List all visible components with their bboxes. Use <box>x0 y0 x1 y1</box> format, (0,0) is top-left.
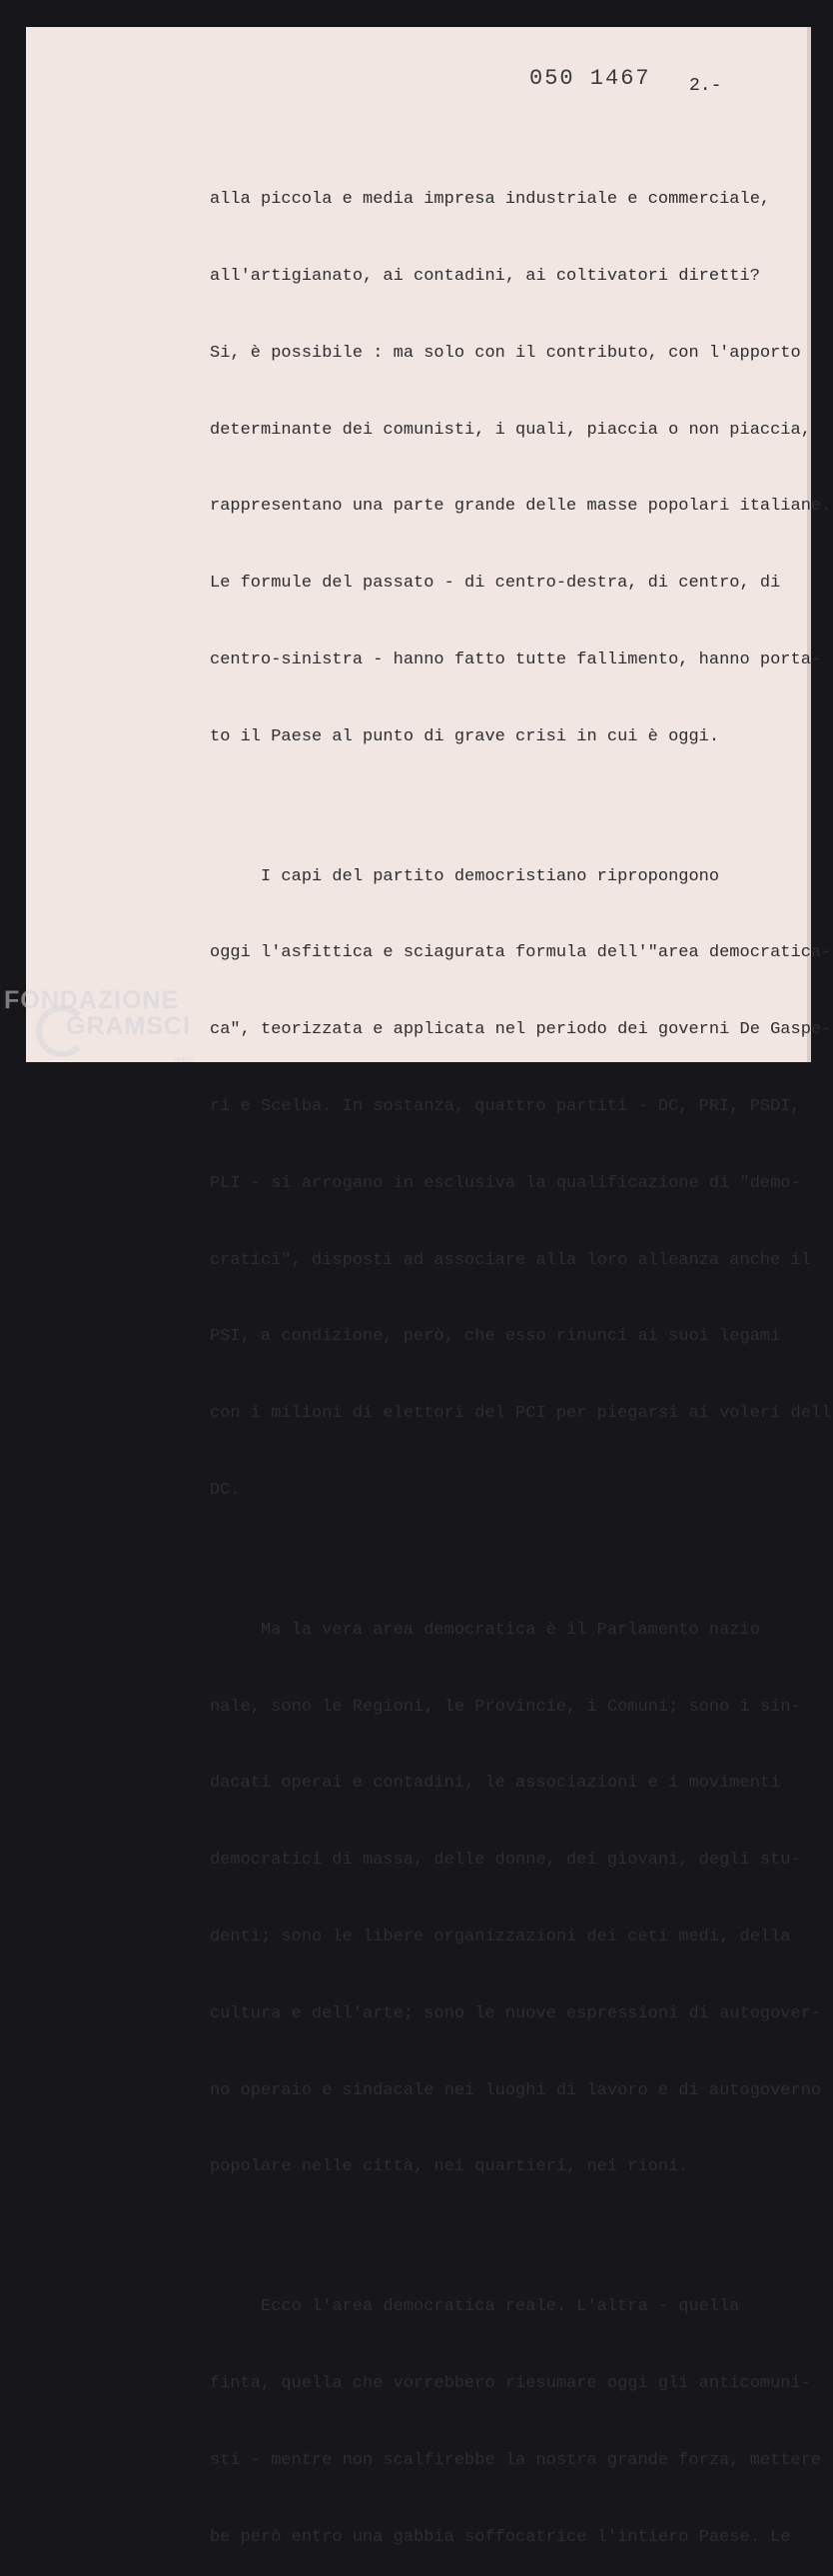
watermark-line-1: FONDAZIONE <box>4 986 180 1014</box>
paragraph-gap <box>210 800 809 812</box>
text-line: Ma la vera area democratica è il Parlamento nazio <box>210 1620 760 1640</box>
archive-code: 050 1467 <box>529 66 651 91</box>
text-line: PSI, a condizione, però, che esso rinunci ai suoi legami <box>210 1327 781 1347</box>
text-line: no operaio e sindacale nei luoghi di lavoro e di autogoverno <box>210 2080 822 2100</box>
text-line: PLI - si arrogano in esclusiva la qualificazione di "demo- <box>210 1173 801 1193</box>
text-line: popolare nelle città, nei quartieri, nei rioni. <box>210 2157 689 2177</box>
page-number: 2.- <box>689 76 722 96</box>
text-line: rappresentano una parte grande delle masse popolari italiane. <box>210 497 832 517</box>
watermark-g-icon <box>36 1005 88 1057</box>
text-line: finta, quella che vorrebbero riesumare oggi gli anticomuni- <box>210 2374 811 2394</box>
text-line: be però entro una gabbia soffocatrice l'intiero Paese. Le <box>210 2527 791 2547</box>
paragraph-gap <box>210 2231 809 2243</box>
text-line: determinante dei comunisti, i quali, piaccia o non piaccia, <box>210 420 811 440</box>
text-line: all'artigianato, ai contadini, ai coltivatori diretti? <box>210 266 760 286</box>
paragraph-gap <box>210 1555 809 1567</box>
typewritten-text <box>210 136 832 2576</box>
text-line: centro-sinistra - hanno fatto tutte fallimento, hanno porta- <box>210 649 822 669</box>
watermark-small-text: onlus <box>174 1055 194 1064</box>
text-line: ca", teorizzata e applicata nel periodo dei governi De Gaspe- <box>210 1020 832 1040</box>
text-line: sti - mentre non scalfirebbe la nostra grande forza, mettere <box>210 2450 822 2470</box>
text-line: Le formule del passato - di centro-destra, di centro, di <box>210 574 781 594</box>
text-line: con i milioni di elettori del PCI per piegarsi ai voleri dell <box>210 1404 832 1424</box>
fondazione-gramsci-watermark <box>4 986 194 1064</box>
text-line: Ecco l'area democratica reale. L'altra - quella <box>210 2297 740 2317</box>
text-line: alla piccola e media impresa industriale e commerciale, <box>210 190 771 210</box>
text-line: cultura e dell'arte; sono le nuove espressioni di autogover- <box>210 2003 822 2023</box>
text-line: denti; sono le libere organizzazioni dei ceti medi, della <box>210 1927 791 1946</box>
text-line: I capi del partito democristiano ripropongono <box>210 866 720 886</box>
text-line: cratici", disposti ad associare alla loro alleanza anche il <box>210 1250 811 1270</box>
text-line: ri e Scelba. In sostanza, quattro partiti - DC, PRI, PSDI, <box>210 1096 801 1116</box>
text-line: nale, sono le Regioni, le Provincie, i Comuni; sono i sin- <box>210 1697 801 1717</box>
text-line: DC. <box>210 1480 241 1500</box>
text-line: Si, è possibile : ma solo con il contributo, con l'apporto <box>210 343 801 363</box>
text-line: dacati operai e contadini, le associazioni e i movimenti <box>210 1774 781 1794</box>
text-line: to il Paese al punto di grave crisi in cui è oggi. <box>210 726 720 746</box>
text-line: democratici di massa, delle donne, dei giovani, degli stu- <box>210 1851 801 1871</box>
text-line: oggi l'asfittica e sciagurata formula dell'"area democratica- <box>210 943 832 963</box>
watermark-line-2: GRAMSCI <box>66 1012 192 1040</box>
